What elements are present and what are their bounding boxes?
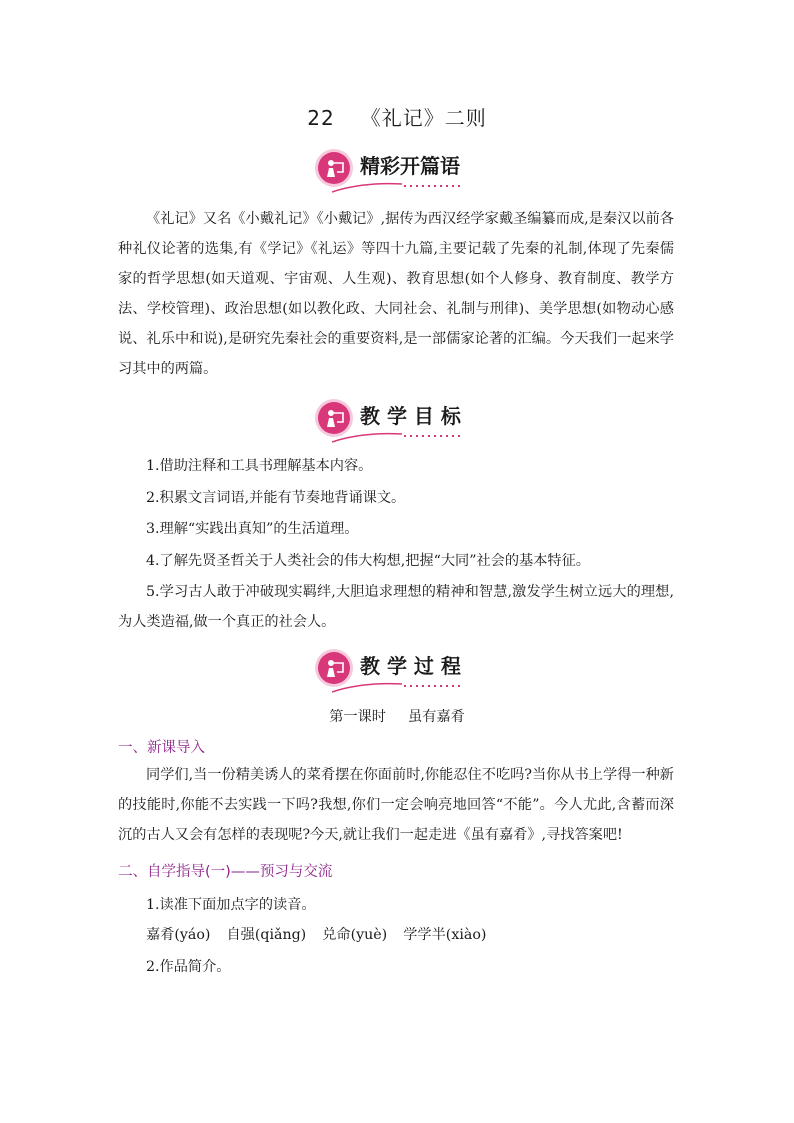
pinyin-row xyxy=(146,924,486,946)
section-label: 精彩开篇语 xyxy=(360,154,460,178)
section-heading-process xyxy=(318,650,468,696)
section-heading-intro xyxy=(318,150,468,196)
part2-heading: 二、自学指导(一)——预习与交流 xyxy=(118,864,333,880)
lesson-period: 第一课时 xyxy=(329,709,386,725)
intro-paragraph: 《礼记》又名《小戴礼记》《小戴记》,据传为西汉经学家戴圣编纂而成,是秦汉以前各种礼仪论著的选集,有《学记》《礼运》等四十九篇,主要记载了先秦的礼制,体现了先秦儒家的哲学思想(如天道观、宇宙观、人生观)、教育思想(如个人修身、教育制度、教学方法、学校管理)、政治思想(如以教化政、大同社会、礼制与刑律)、美学思想(如物动心感说、礼乐中和说),是研究先秦社会的重要资料,是一部儒家论著的汇编。今天我们一起来学习其中的两篇。 xyxy=(118,211,674,377)
pinyin-item: 嘉肴(yáo) xyxy=(146,927,211,943)
goal-item: 5.学习古人敢于冲破现实羁绊,大胆追求理想的精神和智慧,激发学生树立远大的理想,为人类造福,做一个真正的社会人。 xyxy=(118,584,674,630)
swoosh-underline xyxy=(332,428,462,444)
part1-heading: 一、新课导入 xyxy=(118,740,205,756)
lesson-title: 《礼记》二则 xyxy=(360,106,487,130)
swoosh-underline xyxy=(332,678,462,694)
goal-item: 1.借助注释和工具书理解基本内容。 xyxy=(146,458,373,474)
page-title xyxy=(0,104,794,132)
section-label: 教 学 目 标 xyxy=(360,404,461,428)
pinyin-item: 兑命(yuè) xyxy=(322,927,388,943)
goal-item: 3.理解“实践出真知”的生活道理。 xyxy=(146,521,359,537)
goal-item: 2.积累文言词语,并能有节奏地背诵课文。 xyxy=(146,490,406,506)
section-label: 教 学 过 程 xyxy=(360,654,461,678)
pinyin-item: 学学半(xiào) xyxy=(403,927,487,943)
lesson-name: 虽有嘉肴 xyxy=(408,709,465,725)
lesson-subtitle xyxy=(0,706,794,728)
part1-paragraph: 同学们,当一份精美诱人的菜肴摆在你面前时,你能忍住不吃吗?当你从书上学得一种新的技能时,你能不去实践一下吗?我想,你们一定会响亮地回答“不能”。今人尤此,含蓄而深沉的古人又会有怎样的表现呢?今天,就让我们一起走进《虽有嘉肴》,寻找答案吧! xyxy=(118,767,674,843)
part2-item: 1.读准下面加点字的读音。 xyxy=(146,897,316,913)
lesson-number: 22 xyxy=(307,106,335,130)
part2-item: 2.作品简介。 xyxy=(146,959,231,975)
goal-item: 4.了解先贤圣哲关于人类社会的伟大构想,把握“大同”社会的基本特征。 xyxy=(146,553,590,569)
pinyin-item: 自强(qiǎng) xyxy=(226,927,307,943)
swoosh-underline xyxy=(332,178,462,194)
section-heading-goals xyxy=(318,400,468,446)
